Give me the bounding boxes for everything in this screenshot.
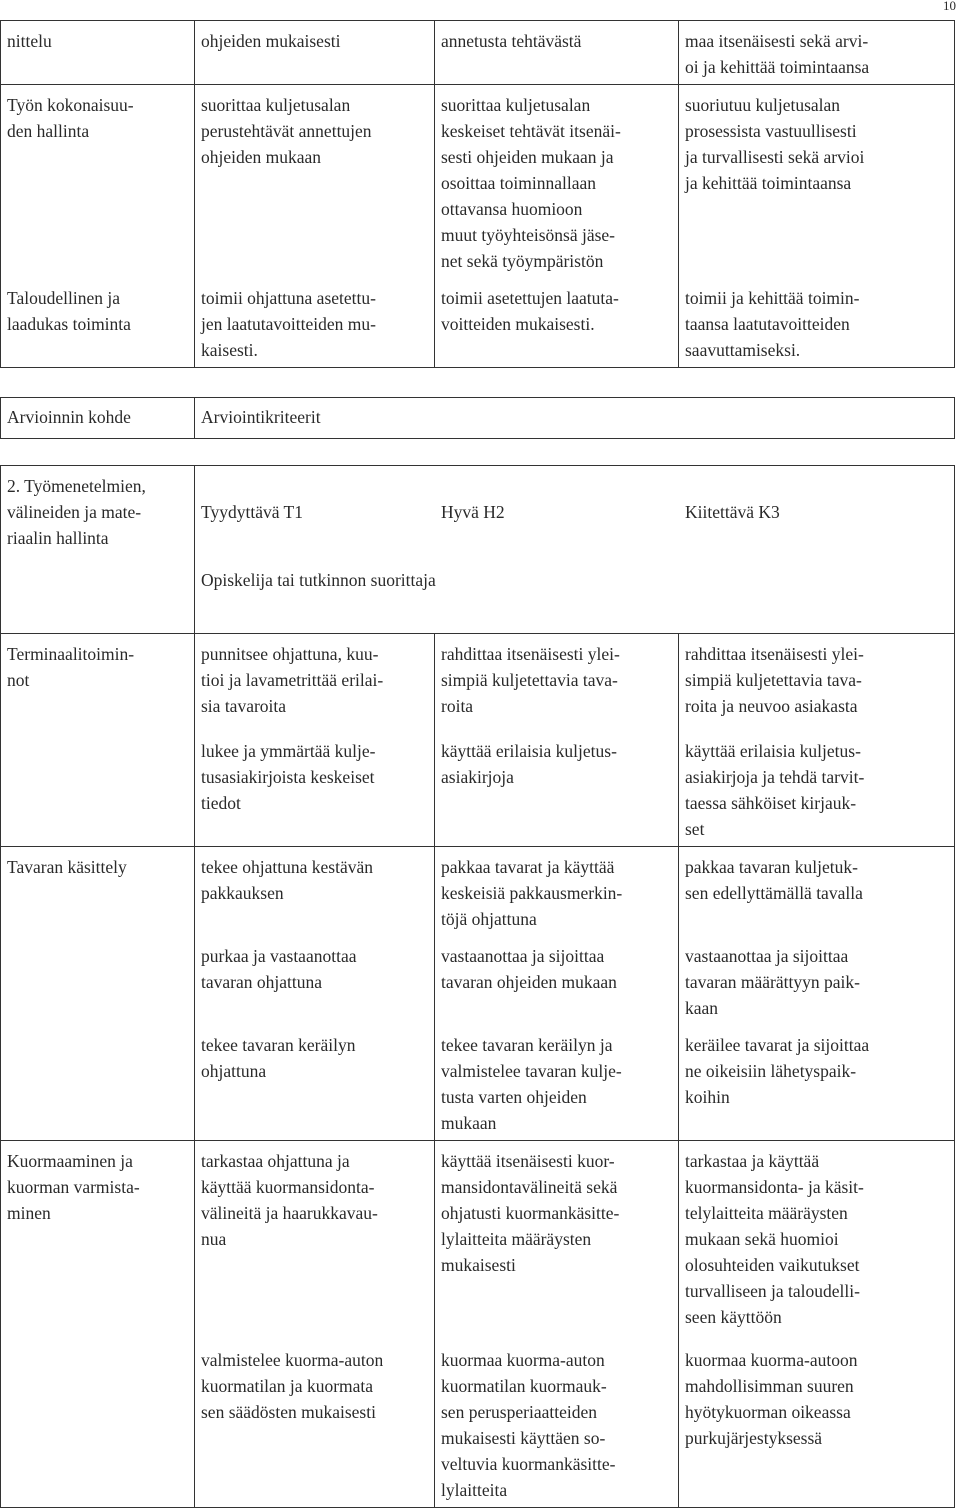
table-row: [1, 847, 955, 937]
table-row: [1, 634, 955, 732]
table-cell: toimii ja kehittää toimin- taansa laatutavoitteiden saavuttamiseksi.: [679, 278, 955, 368]
criteria-heading-table: [0, 397, 955, 439]
table-cell: keräilee tavarat ja sijoittaa ne oikeisiin lähetyspaik- koihin: [679, 1025, 955, 1141]
table-cell: toimii asetettujen laatuta- voitteiden mukaisesti.: [435, 278, 679, 368]
table-cell: toimii ohjattuna asetettu- jen laatutavoitteiden mu- kaisesti.: [195, 278, 435, 368]
table-cell: tekee ohjattuna kestävän pakkauksen: [195, 847, 435, 937]
table-cell: rahdittaa itsenäisesti ylei- simpiä kuljetettavia tava- roita ja neuvoo asiakasta: [679, 634, 955, 732]
table-cell: vastaanottaa ja sijoittaa tavaran ohjeiden mukaan: [435, 936, 679, 1025]
criteria-table-1: [0, 20, 955, 368]
table-cell: annetusta tehtävästä: [435, 21, 679, 85]
table-cell: kuormaa kuorma-auton kuormatilan kuormauk- sen perusperiaatteiden mukaisesti käyttäen so- veltuvia kuormankäsitte- lylaitteita: [435, 1340, 679, 1508]
topic-cell: 2. Työmenetelmien, välineiden ja mate- riaalin hallinta: [1, 466, 195, 634]
table-cell: punnitsee ohjattuna, kuu- tioi ja lavametrittää erilai- sia tavaroita: [195, 634, 435, 732]
table-cell: suoriutuu kuljetusalan prosessista vastuullisesti ja turvallisesti sekä arvioi ja kehittää toimintaansa: [679, 85, 955, 279]
grade-h2: Hyvä H2: [441, 502, 505, 522]
table-cell: valmistelee kuorma-auton kuormatilan ja kuormata sen säädösten mukaisesti: [195, 1340, 435, 1508]
table-cell: tekee tavaran keräilyn ja valmistelee tavaran kulje- tusta varten ohjeiden mukaan: [435, 1025, 679, 1141]
table-cell: tarkastaa ja käyttää kuormansidonta- ja käsit- telylaitteita määräysten mukaan sekä huomioi olosuhteiden vaikutukset turvalliseen ja taloudelli- seen käyttöön: [679, 1141, 955, 1341]
table-cell: suorittaa kuljetusalan perustehtävät annettujen ohjeiden mukaan: [195, 85, 435, 279]
section-name: Tavaran käsittely: [1, 847, 195, 1141]
table-cell: Taloudellinen ja laadukas toiminta: [1, 278, 195, 368]
table-cell: ohjeiden mukaisesti: [195, 21, 435, 85]
grade-t1: Tyydyttävä T1: [201, 502, 303, 522]
page-number: 10: [943, 0, 956, 13]
table-header-row: [1, 466, 955, 634]
table-cell: maa itsenäisesti sekä arvi- oi ja kehittää toimintaansa: [679, 21, 955, 85]
table-row: [1, 398, 955, 439]
table-cell: Arviointikriteerit: [195, 398, 955, 439]
table-cell: tarkastaa ohjattuna ja käyttää kuormansidonta- välineitä ja haarukkavau- nua: [195, 1141, 435, 1341]
grade-k3: Kiitettävä K3: [685, 502, 780, 522]
grade-header-cell: [195, 466, 955, 634]
table-cell: rahdittaa itsenäisesti ylei- simpiä kuljetettavia tava- roita: [435, 634, 679, 732]
section-name: Terminaalitoimin- not: [1, 634, 195, 847]
table-cell: käyttää erilaisia kuljetus- asiakirjoja ja tehdä tarvit- taessa sähköiset kirjauk- set: [679, 731, 955, 847]
table-cell: käyttää itsenäisesti kuor- mansidontavälineitä sekä ohjatusti kuormankäsitte- lylaitteita määräysten mukaisesti: [435, 1141, 679, 1341]
table-row: [1, 85, 955, 279]
table-cell: purkaa ja vastaanottaa tavaran ohjattuna: [195, 936, 435, 1025]
table-cell: käyttää erilaisia kuljetus- asiakirjoja: [435, 731, 679, 847]
table-header-row: [1, 21, 955, 85]
table-cell: suorittaa kuljetusalan keskeiset tehtävät itsenäi- sesti ohjeiden mukaan ja osoittaa toiminnallaan ottavansa huomioon muut työyhteisönsä jäse- net sekä työympäristön: [435, 85, 679, 279]
table-cell: pakkaa tavaran kuljetuk- sen edellyttämällä tavalla: [679, 847, 955, 937]
table-cell: Työn kokonaisuu- den hallinta: [1, 85, 195, 279]
table-row: [1, 1141, 955, 1341]
subject-label: Opiskelija tai tutkinnon suorittaja: [201, 570, 436, 590]
table-cell: pakkaa tavarat ja käyttää keskeisiä pakkausmerkin- töjä ohjattuna: [435, 847, 679, 937]
table-cell: Arvioinnin kohde: [1, 398, 195, 439]
table-cell: lukee ja ymmärtää kulje- tusasiakirjoista keskeiset tiedot: [195, 731, 435, 847]
criteria-table-2: [0, 465, 955, 1508]
table-cell: kuormaa kuorma-autoon mahdollisimman suuren hyötykuorman oikeassa purkujärjestyksessä: [679, 1340, 955, 1508]
table-row: [1, 278, 955, 368]
table-cell: vastaanottaa ja sijoittaa tavaran määrättyyn paik- kaan: [679, 936, 955, 1025]
table-cell: tekee tavaran keräilyn ohjattuna: [195, 1025, 435, 1141]
table-cell: nittelu: [1, 21, 195, 85]
section-name: Kuormaaminen ja kuorman varmista- minen: [1, 1141, 195, 1508]
